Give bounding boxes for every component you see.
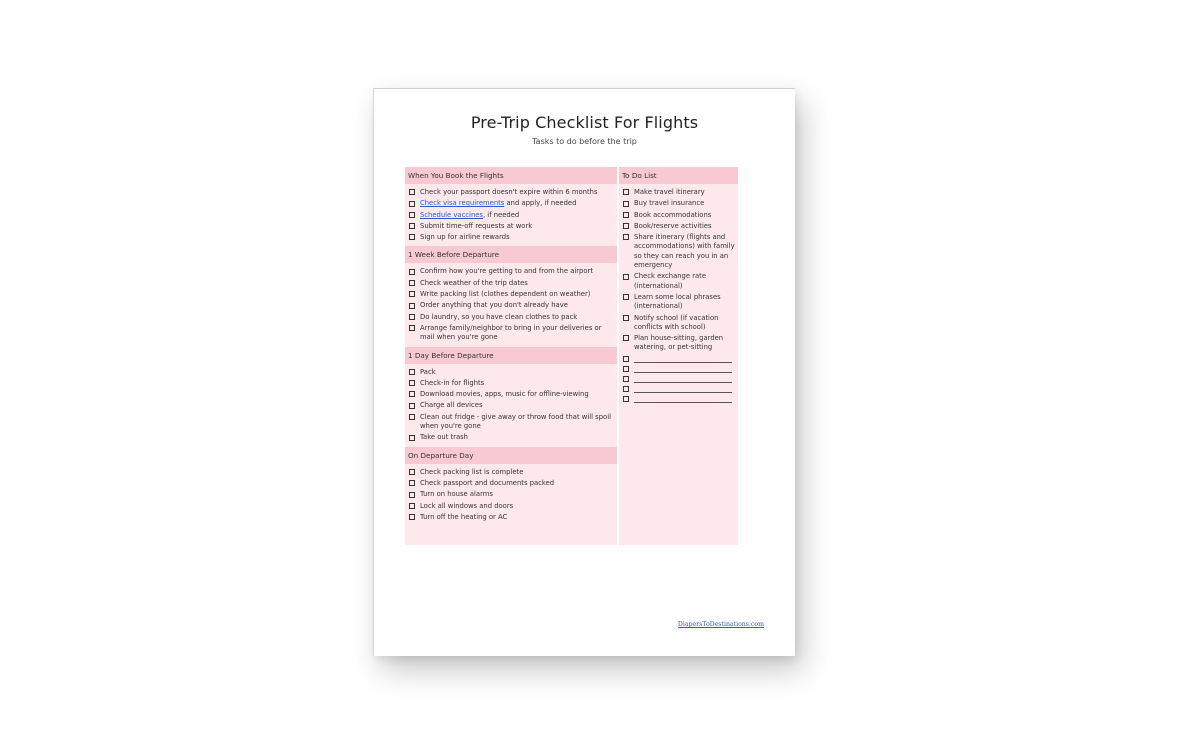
blank-todo-item — [623, 385, 738, 393]
checklist-item-text — [420, 211, 617, 220]
checklist-item-text — [420, 313, 617, 322]
checklist-item-text — [420, 513, 617, 522]
checkbox[interactable] — [409, 189, 415, 195]
checkbox[interactable] — [623, 294, 629, 300]
checklist-item-label: Share itinerary (flights and accommodations) with family so they can reach you in an emergency — [634, 233, 735, 270]
checklist-item-link[interactable]: Schedule vaccines — [420, 210, 483, 219]
checkbox[interactable] — [409, 414, 415, 420]
checklist-item — [409, 313, 617, 322]
checklist-item-label: Sign up for airline rewards — [420, 233, 510, 242]
todo-items — [619, 184, 738, 407]
checkbox[interactable] — [623, 212, 629, 218]
checklist-item-label: Buy travel insurance — [634, 199, 705, 208]
checklist-item-text — [420, 290, 617, 299]
checklist-item-text — [634, 199, 738, 208]
blank-todo-item — [623, 355, 738, 363]
checkbox[interactable] — [623, 396, 629, 402]
checklist-item-label: Make travel itinerary — [634, 188, 705, 196]
checkbox[interactable] — [409, 514, 415, 520]
checklist-item-label: Book accommodations — [634, 210, 712, 219]
checkbox[interactable] — [409, 503, 415, 509]
checklist-item-text — [420, 490, 617, 499]
checkbox[interactable] — [409, 303, 415, 309]
section-when-you-book-the-flights — [405, 167, 617, 246]
checklist-item-label: Plan house-sitting, garden watering, or pet-sitting — [634, 334, 724, 352]
checkbox[interactable] — [623, 376, 629, 382]
checklist-item-label: , if needed — [482, 210, 520, 219]
checkbox[interactable] — [623, 223, 629, 229]
checklist-item-label: Check your passport doesn't expire within 6 months — [420, 188, 598, 196]
checklist-item-label: Check packing list is complete — [420, 467, 524, 476]
checklist-item-label: Take out trash — [420, 433, 468, 442]
checklist-item-text — [634, 222, 738, 231]
checkbox[interactable] — [409, 380, 415, 386]
checklist-item — [409, 379, 617, 388]
checklist-item-label: and apply, if needed — [504, 199, 577, 208]
checklist-item-text — [420, 188, 617, 197]
section-heading: When You Book the Flights — [405, 167, 617, 184]
section-items — [405, 184, 617, 246]
checklist-item — [409, 390, 617, 399]
section-items — [405, 364, 617, 447]
checklist-item-text — [420, 502, 617, 511]
checklist-item — [409, 233, 617, 242]
checkbox[interactable] — [409, 201, 415, 207]
checklist-item-text — [420, 401, 617, 410]
checklist-page — [373, 88, 795, 656]
checklist-item-label: Check exchange rate (international) — [634, 272, 707, 290]
checklist-item — [409, 279, 617, 288]
checklist-item — [409, 401, 617, 410]
checkbox[interactable] — [409, 269, 415, 275]
checklist-item-text — [420, 222, 617, 231]
checklist-item-label: Check weather of the trip dates — [420, 278, 528, 287]
checkbox[interactable] — [409, 314, 415, 320]
checklist-item-label: Turn off the heating or AC — [420, 512, 508, 521]
section-heading: 1 Day Before Departure — [405, 347, 617, 364]
checklist-item-text — [420, 390, 617, 399]
checklist-item-label: Download movies, apps, music for offline-viewing — [420, 390, 589, 399]
checklist-item-label: Clean out fridge - give away or throw food that will spoil when you're gone — [420, 412, 611, 431]
section-on-departure-day — [405, 447, 617, 526]
blank-todo-item — [623, 395, 738, 403]
checklist-item — [623, 314, 738, 333]
checklist-item — [409, 188, 617, 197]
checklist-item-text — [420, 199, 617, 208]
checklist-item-label: Learn some local phrases (international) — [634, 292, 721, 311]
checkbox[interactable] — [409, 480, 415, 486]
checklist-item-label: Lock all windows and doors — [420, 501, 514, 510]
checklist-item-text — [420, 413, 617, 432]
checklist-item-label: Charge all devices — [420, 401, 483, 410]
todo-column — [619, 167, 738, 545]
checklist-item-text — [420, 233, 617, 242]
checkbox[interactable] — [409, 234, 415, 240]
checklist-item — [623, 293, 738, 312]
checklist-item — [409, 413, 617, 432]
checklist-item-text — [634, 272, 738, 291]
page-subtitle: Tasks to do before the trip — [532, 137, 637, 146]
checklist-item-text — [420, 479, 617, 488]
checklist-item — [409, 301, 617, 310]
blank-line[interactable] — [634, 355, 732, 363]
checklist-item — [409, 368, 617, 377]
page-title: Pre-Trip Checklist For Flights — [470, 113, 699, 132]
checkbox[interactable] — [623, 274, 629, 280]
section-heading: 1 Week Before Departure — [405, 246, 617, 263]
checklist-item-text — [420, 368, 617, 377]
checklist-item-label: Confirm how you're getting to and from the airport — [420, 267, 593, 276]
checkbox[interactable] — [409, 469, 415, 475]
checklist-item-link[interactable]: Check visa requirements — [420, 199, 505, 208]
blank-line[interactable] — [634, 365, 732, 373]
checklist-item — [623, 272, 738, 291]
checklist-item-label: Book/reserve activities — [634, 221, 712, 230]
checklist-item-label: Notify school (if vacation conflicts with school) — [634, 313, 719, 331]
checklist-item-label: Write packing list (clothes dependent on weather) — [420, 290, 591, 299]
checklist-item — [409, 211, 617, 220]
checklist-item-text — [634, 293, 738, 312]
checklist-item-label: Pack — [420, 367, 436, 376]
checklist-item-text — [420, 279, 617, 288]
checklist-item — [623, 334, 738, 353]
checklist-item — [623, 199, 738, 208]
checkbox[interactable] — [623, 356, 629, 362]
checkbox[interactable] — [409, 369, 415, 375]
checklist-item — [409, 199, 617, 208]
checklist-item — [623, 188, 738, 197]
website-link[interactable]: DiapersToDestinations.com — [677, 621, 764, 628]
section-1-week-before-departure — [405, 246, 617, 346]
blank-todo-item — [623, 375, 738, 383]
checklist-item — [409, 479, 617, 488]
checklist-item — [409, 490, 617, 499]
section-items — [405, 464, 617, 526]
section-heading: On Departure Day — [405, 447, 617, 464]
checklist-item — [409, 267, 617, 276]
section-items — [405, 263, 617, 346]
section-1-day-before-departure — [405, 347, 617, 447]
checklist-item — [409, 222, 617, 231]
checklist-item-label: Do laundry, so you have clean clothes to pack — [420, 312, 578, 321]
checkbox[interactable] — [623, 234, 629, 240]
checkbox[interactable] — [409, 291, 415, 297]
checklist-item-text — [420, 267, 617, 276]
checklist-item-label: Check passport and documents packed — [420, 478, 555, 487]
checklist-item — [623, 222, 738, 231]
checklist-item — [623, 233, 738, 270]
checkbox[interactable] — [409, 403, 415, 409]
blank-line[interactable] — [634, 395, 732, 403]
checklist-item-text — [634, 211, 738, 220]
checkbox[interactable] — [409, 492, 415, 498]
todo-heading: To Do List — [619, 167, 738, 184]
checklist-item — [409, 433, 617, 442]
timeline-column — [405, 167, 617, 545]
checklist-item-label: Turn on house alarms — [420, 490, 493, 499]
checkbox[interactable] — [409, 325, 415, 331]
checklist-item-label: Order anything that you don't already have — [420, 301, 568, 310]
checklist-item-text — [634, 334, 738, 353]
checkbox[interactable] — [409, 435, 415, 441]
checklist-item — [409, 502, 617, 511]
checklist-item-text — [420, 379, 617, 388]
checkbox[interactable] — [623, 386, 629, 392]
checkbox[interactable] — [409, 391, 415, 397]
checklist-item-text — [634, 188, 738, 197]
checkbox[interactable] — [623, 366, 629, 372]
checkbox[interactable] — [409, 280, 415, 286]
checklist-item — [409, 324, 617, 343]
checklist-item-text — [420, 301, 617, 310]
checklist-item — [409, 468, 617, 477]
checkbox[interactable] — [623, 189, 629, 195]
checklist-item — [409, 513, 617, 522]
checklist-item-label: Check-in for flights — [420, 378, 485, 387]
checkbox[interactable] — [623, 201, 629, 207]
checkbox[interactable] — [409, 212, 415, 218]
checkbox[interactable] — [623, 315, 629, 321]
checklist-item-text — [634, 314, 738, 333]
checkbox[interactable] — [409, 223, 415, 229]
checklist-item-text — [420, 433, 617, 442]
checklist-item-text — [634, 233, 738, 270]
checklist-item-label: Submit time-off requests at work — [420, 221, 533, 230]
checklist-item-text — [420, 324, 617, 343]
checklist-item — [623, 211, 738, 220]
checklist-item — [409, 290, 617, 299]
checklist-item-text — [420, 468, 617, 477]
blank-line[interactable] — [634, 375, 732, 383]
checkbox[interactable] — [623, 335, 629, 341]
blank-line[interactable] — [634, 385, 732, 393]
blank-todo-item — [623, 365, 738, 373]
checklist-item-label: Arrange family/neighbor to bring in your deliveries or mail when you're gone — [420, 323, 602, 342]
